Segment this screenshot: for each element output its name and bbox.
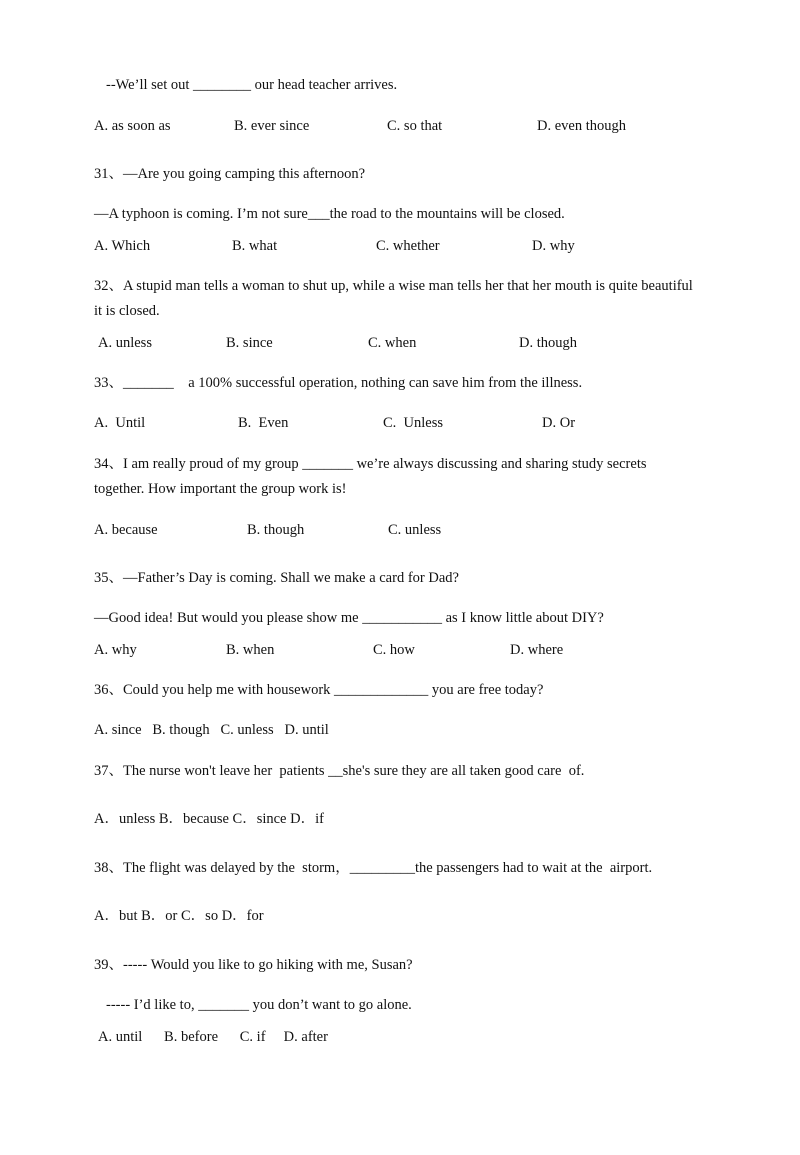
q35-reply: —Good idea! But would you please show me ___________ as I know little about DIY? xyxy=(94,610,604,626)
q32-question-line2: it is closed. xyxy=(94,303,160,319)
q39-question: 39、----- Would you like to go hiking with me, Susan? xyxy=(94,957,413,973)
q30-option-d: D. even though xyxy=(537,118,626,134)
q36-question: 36、Could you help me with housework _____________ you are free today? xyxy=(94,682,544,698)
q33-option-a: A. Until xyxy=(94,415,146,431)
q31-question: 31、—Are you going camping this afternoon? xyxy=(94,166,366,182)
q34-question-line2: together. How important the group work is! xyxy=(94,481,347,497)
q35-option-a: A. why xyxy=(94,642,137,658)
q30-option-b: B. ever since xyxy=(234,118,310,134)
q32-question-line1: 32、A stupid man tells a woman to shut up, while a wise man tells her that her mouth is quite beautiful xyxy=(94,278,693,294)
q31-option-a: A. Which xyxy=(94,238,151,254)
q31-option-c: C. whether xyxy=(376,238,440,254)
q30-option-c: C. so that xyxy=(387,118,443,134)
q37-options: A．unless B．because C．since D．if xyxy=(94,811,324,827)
q35-option-c: C. how xyxy=(373,642,415,658)
q35-option-d: D. where xyxy=(510,642,564,658)
q31-option-d: D. why xyxy=(532,238,575,254)
q31-reply: —A typhoon is coming. I’m not sure___the road to the mountains will be closed. xyxy=(94,206,565,222)
q33-question: 33、_______ a 100% successful operation, nothing can save him from the illness. xyxy=(94,375,583,391)
q39-reply: ----- I’d like to, _______ you don’t want to go alone. xyxy=(106,997,412,1013)
q33-option-b: B. Even xyxy=(238,415,289,431)
q38-question: 38、The flight was delayed by the storm，_________the passengers had to wait at the airport. xyxy=(94,860,653,876)
q34-option-b: B. though xyxy=(247,522,305,538)
q30-line: --We’ll set out ________ our head teacher arrives. xyxy=(106,77,398,93)
q38-options: A．but B．or C．so D．for xyxy=(94,908,264,924)
q39-options: A. until B. before C. if D. after xyxy=(98,1029,328,1045)
q35-question: 35、—Father’s Day is coming. Shall we make a card for Dad? xyxy=(94,570,459,586)
q33-option-d: D. Or xyxy=(542,415,576,431)
q34-question-line1: 34、I am really proud of my group _______ we’re always discussing and sharing study secrets xyxy=(94,456,647,472)
q32-option-d: D. though xyxy=(519,335,577,351)
q34-option-c: C. unless xyxy=(388,522,442,538)
q30-option-a: A. as soon as xyxy=(94,118,171,134)
q33-option-c: C. Unless xyxy=(383,415,444,431)
q32-option-a: A. unless xyxy=(98,335,152,351)
q31-option-b: B. what xyxy=(232,238,278,254)
q32-option-c: C. when xyxy=(368,335,417,351)
q37-question: 37、The nurse won't leave her patients __she's sure they are all taken good care of. xyxy=(94,763,585,779)
q32-option-b: B. since xyxy=(226,335,273,351)
q36-options: A. since B. though C. unless D. until xyxy=(94,722,329,738)
q34-option-a: A. because xyxy=(94,522,158,538)
q35-option-b: B. when xyxy=(226,642,275,658)
